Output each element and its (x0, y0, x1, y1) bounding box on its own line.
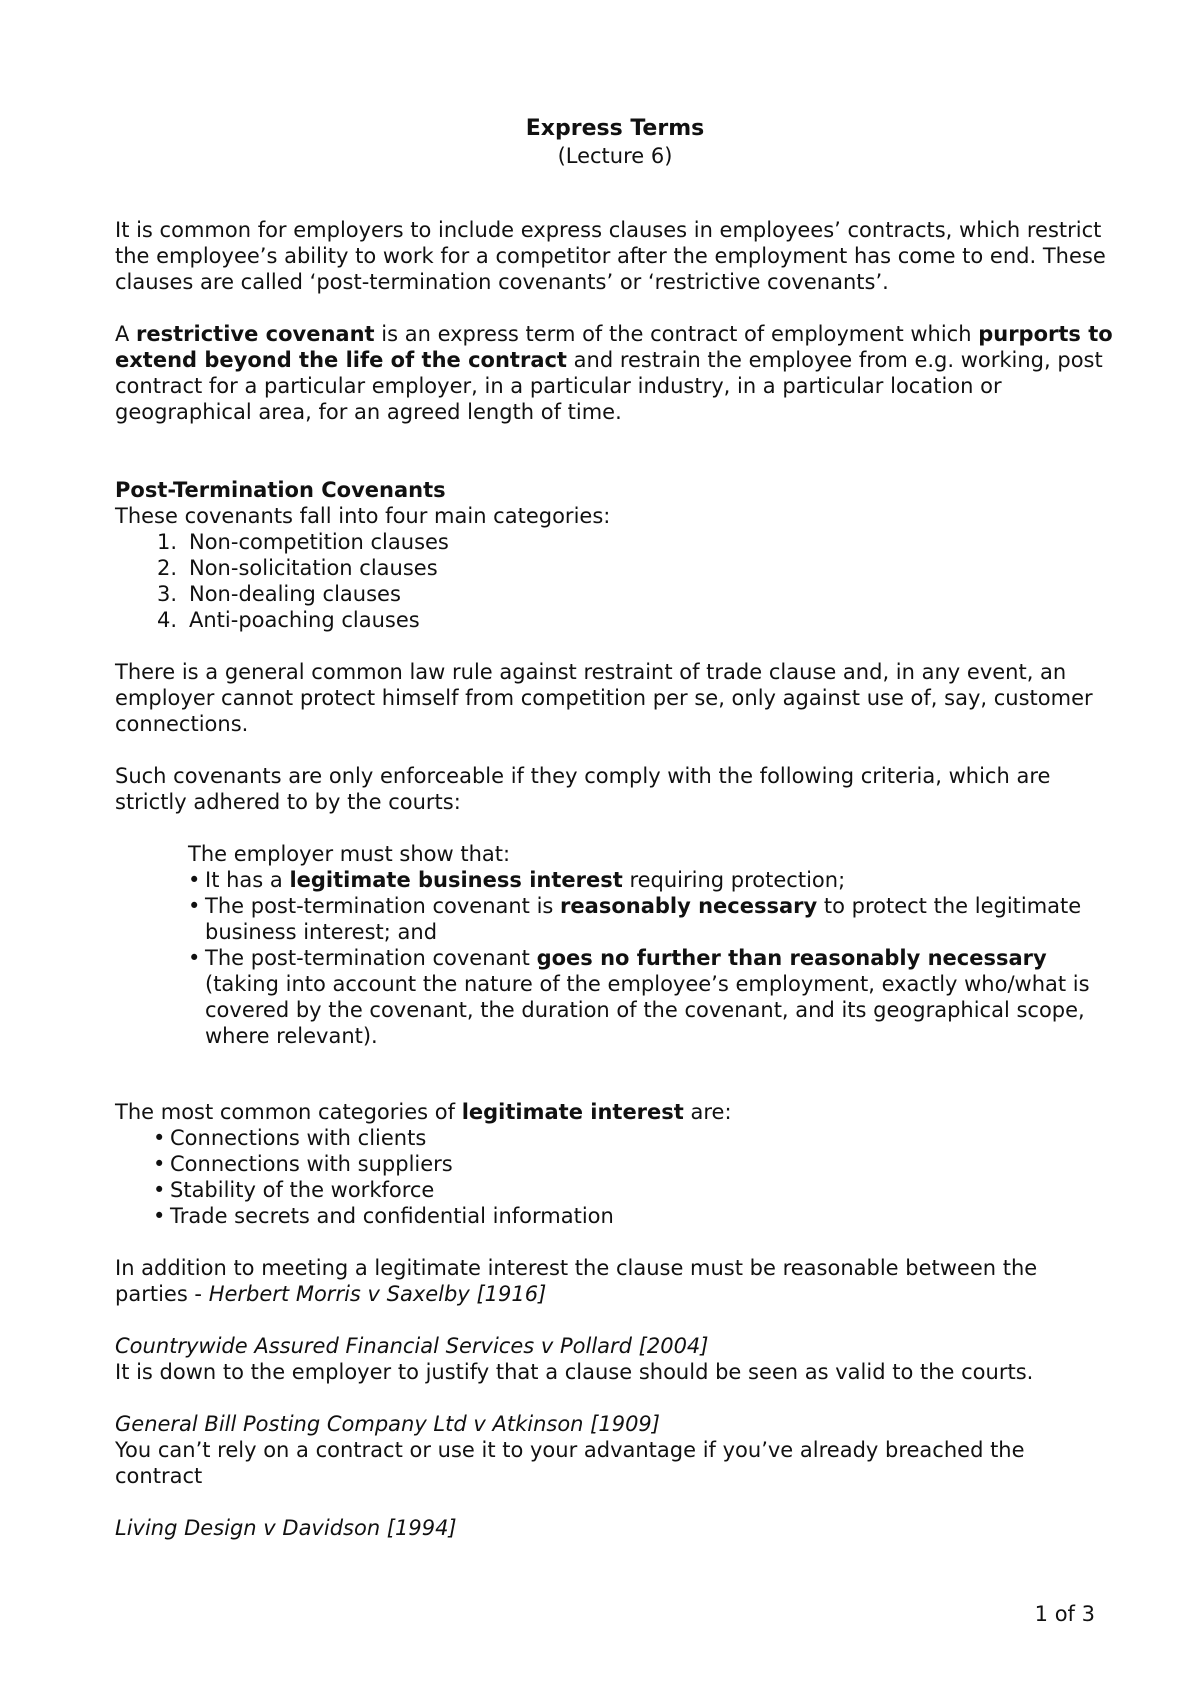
ptc-categories-list (115, 529, 1115, 633)
section-heading-ptc: Post-Termination Covenants (115, 478, 446, 502)
general-rule-paragraph: There is a general common law rule against restraint of trade clause and, in any event, an employer cannot protect himself from competition per se, only against use of, say, customer connections. (115, 660, 1093, 736)
case-citation: Countrywide Assured Financial Services v Pollard [2004] (115, 1334, 709, 1358)
case-note: You can’t rely on a contract or use it to your advantage if you’ve already breached the contract (115, 1438, 1025, 1488)
criteria-bullet: • The post-termination covenant is reasonably necessary to protect the legitimate business interest; and (188, 894, 1082, 944)
criteria-block (188, 841, 1115, 1049)
reasonable-paragraph: In addition to meeting a legitimate interest the clause must be reasonable between the parties - Herbert Morris v Saxelby [1916] (115, 1256, 1038, 1306)
definition-term: restrictive covenant (136, 322, 375, 346)
case-citation: Herbert Morris v Saxelby [1916] (208, 1282, 547, 1306)
list-item: 4. Anti-poaching clauses (157, 608, 420, 632)
case-note: It is down to the employer to justify that a clause should be seen as valid to the courts. (115, 1360, 1034, 1384)
ptc-lead: These covenants fall into four main categories: (115, 504, 611, 528)
criteria-lead: The employer must show that: (188, 842, 511, 866)
document-page (115, 105, 1115, 1541)
list-item: • Stability of the workforce (153, 1178, 435, 1202)
case-citation: Living Design v Davidson [1994] (115, 1516, 457, 1540)
document-title: Express Terms (525, 116, 705, 141)
interests-lead: The most common categories of legitimate interest are: (115, 1100, 732, 1124)
page-number: 1 of 3 (1034, 1602, 1095, 1626)
bullet-icon: • (153, 1126, 166, 1150)
criteria-bullet: • It has a legitimate business interest requiring protection; (188, 868, 846, 892)
list-item: 3. Non-dealing clauses (157, 582, 401, 606)
interests-list (153, 1125, 1115, 1229)
intro-paragraph: It is common for employers to include express clauses in employees’ contracts, which restrict the employee’s ability to work for a competitor after the employment has come to end. These clauses are called ‘post-termination covenants’ or ‘restrictive covenants’. (115, 218, 1106, 294)
case-citation: General Bill Posting Company Ltd v Atkinson [1909] (115, 1412, 660, 1436)
list-item: • Connections with clients (153, 1126, 427, 1150)
list-item: 1. Non-competition clauses (157, 530, 449, 554)
criteria-paragraph: Such covenants are only enforceable if they comply with the following criteria, which are strictly adhered to by the courts: (115, 764, 1051, 814)
bullet-icon: • (188, 868, 201, 892)
bullet-icon: • (153, 1152, 166, 1176)
bullet-icon: • (188, 946, 201, 970)
list-item: • Connections with suppliers (153, 1152, 453, 1176)
list-item: 2. Non-solicitation clauses (157, 556, 438, 580)
definition-paragraph: A restrictive covenant is an express term of the contract of employment which purports to extend beyond the life of the contract and restrain the employee from e.g. working, post contract for a particular employer, in a particular industry, in a particular location or geographical area, for an agreed length of time. (115, 322, 1113, 424)
bullet-icon: • (153, 1204, 166, 1228)
bullet-icon: • (188, 894, 201, 918)
criteria-bullet: • The post-termination covenant goes no further than reasonably necessary (taking into account the nature of the employee’s employment, exactly who/what is covered by the covenant, the duration of the covenant, and its geographical scope, where relevant). (188, 946, 1090, 1048)
document-subtitle: (Lecture 6) (557, 144, 673, 168)
list-item: • Trade secrets and confidential information (153, 1204, 614, 1228)
definition-emphasis: purports to extend beyond the life of the contract (115, 322, 1113, 372)
bullet-icon: • (153, 1178, 166, 1202)
